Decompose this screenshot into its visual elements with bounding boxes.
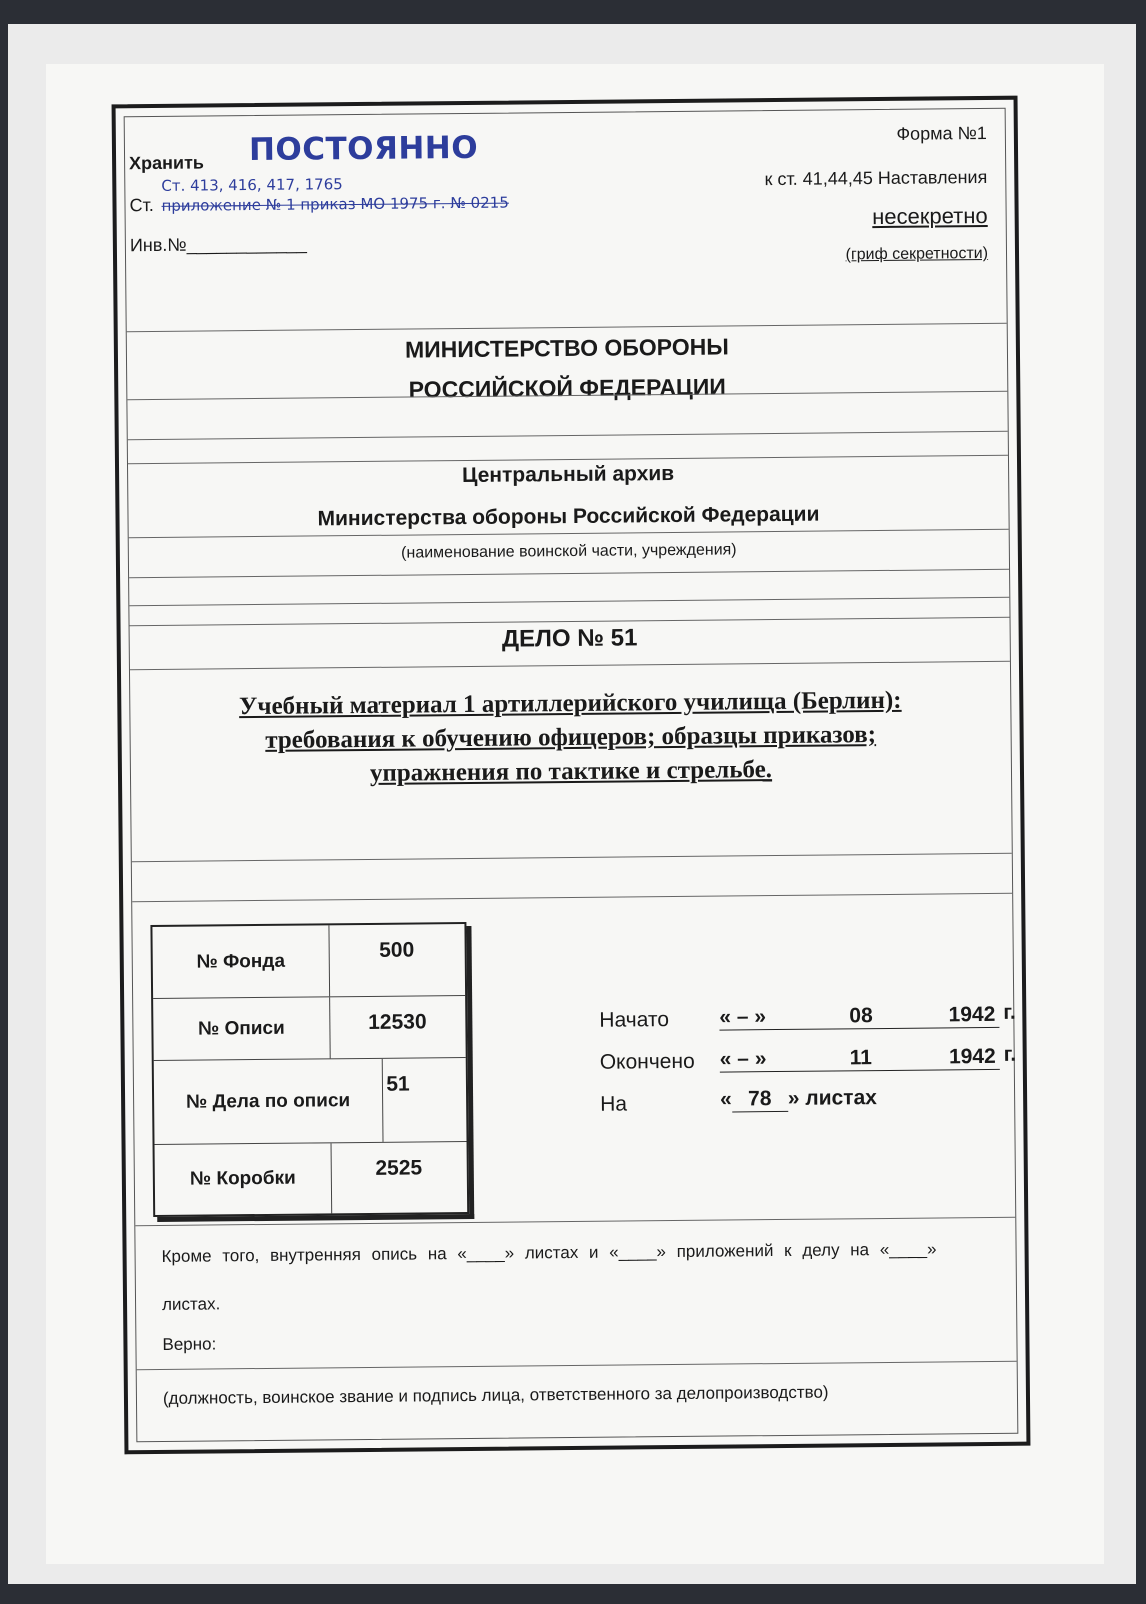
started-day: « – » — [719, 1005, 767, 1029]
sheets-count-field: « 78 » листах — [720, 1086, 878, 1111]
case-number-value: 51 — [386, 1072, 410, 1096]
case-number-label: № Дела по описи — [154, 1059, 384, 1144]
keep-label: Хранить — [129, 152, 205, 174]
case-title-line2: требования к обучению офицеров; образцы приказов; — [265, 721, 877, 754]
ministry-line2: РОССИЙСКОЙ ФЕДЕРАЦИИ — [408, 373, 726, 403]
secrecy-caption: (гриф секретности) — [845, 244, 989, 264]
started-month: 08 — [849, 1004, 873, 1028]
case-title-line3: упражнения по тактике и стрельбе. — [369, 756, 773, 787]
box-label: № Коробки — [155, 1143, 333, 1215]
article-label: Ст. — [129, 194, 154, 216]
table-row — [155, 1142, 468, 1215]
case-cover-form — [112, 96, 1031, 1455]
inner-border — [124, 108, 1019, 1442]
ended-month: 11 — [849, 1046, 873, 1070]
fond-label: № Фонда — [152, 925, 330, 998]
case-heading: ДЕЛО № 51 — [501, 624, 638, 653]
table-row — [152, 924, 465, 999]
divider — [137, 1361, 1017, 1370]
ended-date-line — [720, 1045, 1000, 1073]
box-value: 2525 — [375, 1156, 423, 1180]
divider — [128, 431, 1008, 440]
archive-line2: Министерства обороны Российской Федерации — [317, 502, 820, 531]
started-year: 1942 — [948, 1002, 996, 1027]
sheets-suffix: листах — [805, 1086, 878, 1110]
ended-day: « – » — [719, 1047, 767, 1071]
sheets-label: На — [600, 1092, 628, 1116]
divider — [129, 569, 1009, 578]
started-date-line — [719, 1003, 999, 1031]
articles-text: Ст. 413, 416, 417, 1765 — [161, 175, 343, 195]
ended-year: 1942 — [948, 1044, 996, 1069]
table-row — [153, 996, 466, 1061]
secrecy-level: несекретно — [872, 202, 988, 230]
divider — [132, 893, 1012, 902]
divider — [129, 597, 1009, 606]
signature-caption: (должность, воинское звание и подпись лица, ответственного за делопроизводство) — [162, 1382, 829, 1408]
ended-label: Окончено — [599, 1049, 695, 1074]
archive-line1: Центральный архив — [461, 461, 675, 488]
permanent-stamp: ПОСТОЯННО — [248, 129, 479, 169]
inventory-number: Инв.№____________ — [129, 233, 307, 256]
case-title-line1: Учебный материал 1 артиллерийского училища (Берлин): — [238, 686, 902, 721]
divider — [127, 323, 1007, 332]
ministry-line1: МИНИСТЕРСТВО ОБОРОНЫ — [404, 333, 729, 363]
divider — [130, 661, 1010, 670]
started-label: Начато — [599, 1008, 670, 1032]
table-row — [154, 1058, 467, 1145]
extra-inventory-line2: листах. — [161, 1294, 221, 1314]
registry-table — [150, 922, 469, 1217]
sheets-count: 78 — [732, 1087, 788, 1113]
articles-struck-text: приложение № 1 приказ МО 1975 г. № 0215 — [161, 193, 509, 215]
ended-year-suffix: г. — [1003, 1042, 1017, 1066]
extra-inventory-line: Кроме того, внутренняя опись на «____» листах и «____» приложений к делу на «____» — [161, 1239, 937, 1266]
verified-label: Верно: — [162, 1334, 217, 1354]
form-number: Форма №1 — [896, 122, 987, 144]
inventory-label: № Описи — [153, 997, 331, 1060]
archive-caption: (наименование воинской части, учреждения) — [401, 541, 737, 562]
inventory-value: 12530 — [368, 1010, 427, 1034]
divider — [132, 853, 1012, 862]
started-year-suffix: г. — [1003, 1000, 1016, 1024]
instruction-reference: к ст. 41,44,45 Наставления — [764, 166, 988, 190]
fond-value: 500 — [379, 938, 415, 962]
